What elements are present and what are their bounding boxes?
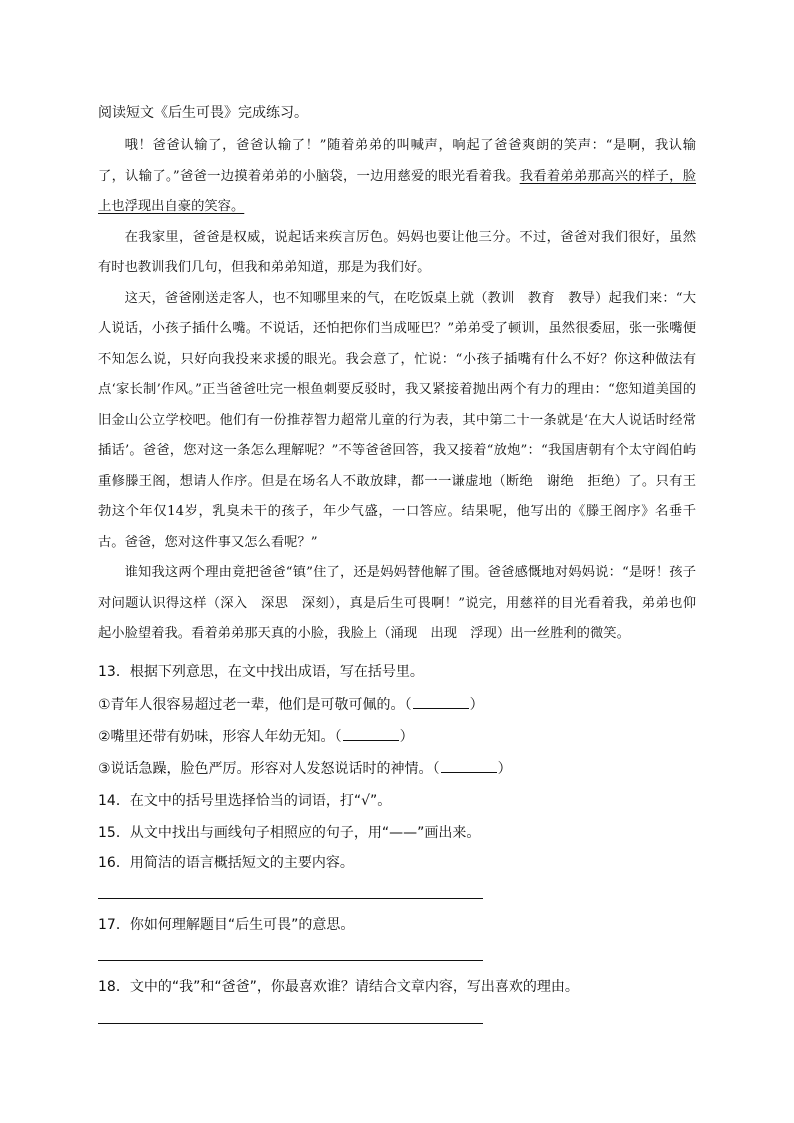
underlined-sentence: 我看着弟弟那高兴的样子，脸上也浮现出自豪的笑容。 [98, 168, 697, 214]
passage-paragraph-1 [98, 131, 696, 223]
question-13: 13．根据下列意思，在文中找出成语，写在括号里。 [98, 664, 424, 680]
question-15: 15．从文中找出与画线句子相照应的句子，用“——”画出来。 [98, 825, 481, 841]
question-13-item-1 [98, 695, 484, 715]
question-18: 18．文中的“我”和“爸爸”，你最喜欢谁？请结合文章内容，写出喜欢的理由。 [98, 979, 579, 995]
passage-paragraph-3: 这天，爸爸刚送走客人，也不知哪里来的气，在吃饭桌上就（教训 教育 教导）起我们来：“大人说话，小孩子插什么嘴。不说话，还怕把你们当成哑巴？”弟弟受了顿训，虽然很委屈，张一张嘴便不知怎么说，只好向我投来求援的眼光。我会意了，忙说：“小孩子插嘴有什么不好？你这种做法有点‘家长制’作风。”正当爸爸吐完一根鱼刺要反驳时，我又紧接着抛出两个有力的理由：“您知道美国的旧金山公立学校吧。他们有一份推荐智力超常儿童的行为表，其中第二十一条就是‘在大人说话时经常插话’。爸爸，您对这一条怎么理解呢？”不等爸爸回答，我又接着“放炮”：“我国唐朝有个太守阎伯屿重修滕王阁，想请人作序。但是在场名人不敢放肆，都一一谦虚地（断绝 谢绝 拒绝）了。只有王勃这个年仅14岁，乳臭未干的孩子，年少气盛，一口答应。结果呢，他写出的《滕王阁序》名垂千古。爸爸，您对这件事又怎么看呢？” [98, 290, 696, 550]
question-17: 17．你如何理解题目“后生可畏”的意思。 [98, 917, 355, 933]
paren-close: ） [497, 761, 512, 777]
question-13-item-2 [98, 727, 414, 747]
answer-line-17[interactable] [98, 960, 483, 961]
paren-open: （ [404, 697, 412, 713]
paren-open: （ [334, 729, 342, 745]
reading-passage [98, 131, 696, 650]
passage-paragraph-4: 谁知我这两个理由竟把爸爸“镇”住了，还是妈妈替他解了围。爸爸感慨地对妈妈说：“是呀！孩子对问题认识得这样（深入 深思 深刻），真是后生可畏啊！”说完，用慈祥的目光看着我，弟弟也仰起小脸望着我。看着弟弟那天真的小脸，我脸上（涌现 出现 浮现）出一丝胜利的微笑。 [98, 565, 696, 641]
passage-paragraph-2: 在我家里，爸爸是权威，说起话来疾言厉色。妈妈也要让他三分。不过，爸爸对我们很好，虽然有时也教训我们几句，但我和弟弟知道，那是为我们好。 [98, 229, 696, 275]
answer-line-16[interactable] [98, 898, 483, 899]
question-13-item-3-text: ③说话急躁，脸色严厉。形容对人发怒说话时的神情。 [98, 761, 433, 777]
reading-instruction: 阅读短文《后生可畏》完成练习。 [98, 105, 308, 121]
answer-line-18[interactable] [98, 1023, 483, 1024]
question-14: 14．在文中的括号里选择恰当的词语，打“√”。 [98, 793, 392, 809]
passage-paragraph-1-text: 哦！爸爸认输了，爸爸认输了！”随着弟弟的叫喊声，响起了爸爸爽朗的笑声：“是啊，我认输了，认输了。”爸爸一边摸着弟弟的小脑袋，一边用慈爱的眼光看着我。 [98, 138, 696, 184]
paren-open: （ [432, 761, 440, 777]
answer-blank-3[interactable] [441, 760, 497, 773]
question-13-item-2-text: ②嘴里还带有奶味，形容人年幼无知。 [98, 729, 335, 745]
question-16: 16．用简洁的语言概括短文的主要内容。 [98, 855, 354, 871]
question-13-item-3 [98, 759, 512, 779]
paren-close: ） [469, 697, 484, 713]
paren-close: ） [399, 729, 414, 745]
answer-blank-1[interactable] [413, 696, 469, 709]
answer-blank-2[interactable] [343, 728, 399, 741]
question-13-item-1-text: ①青年人很容易超过老一辈，他们是可敬可佩的。 [98, 697, 405, 713]
